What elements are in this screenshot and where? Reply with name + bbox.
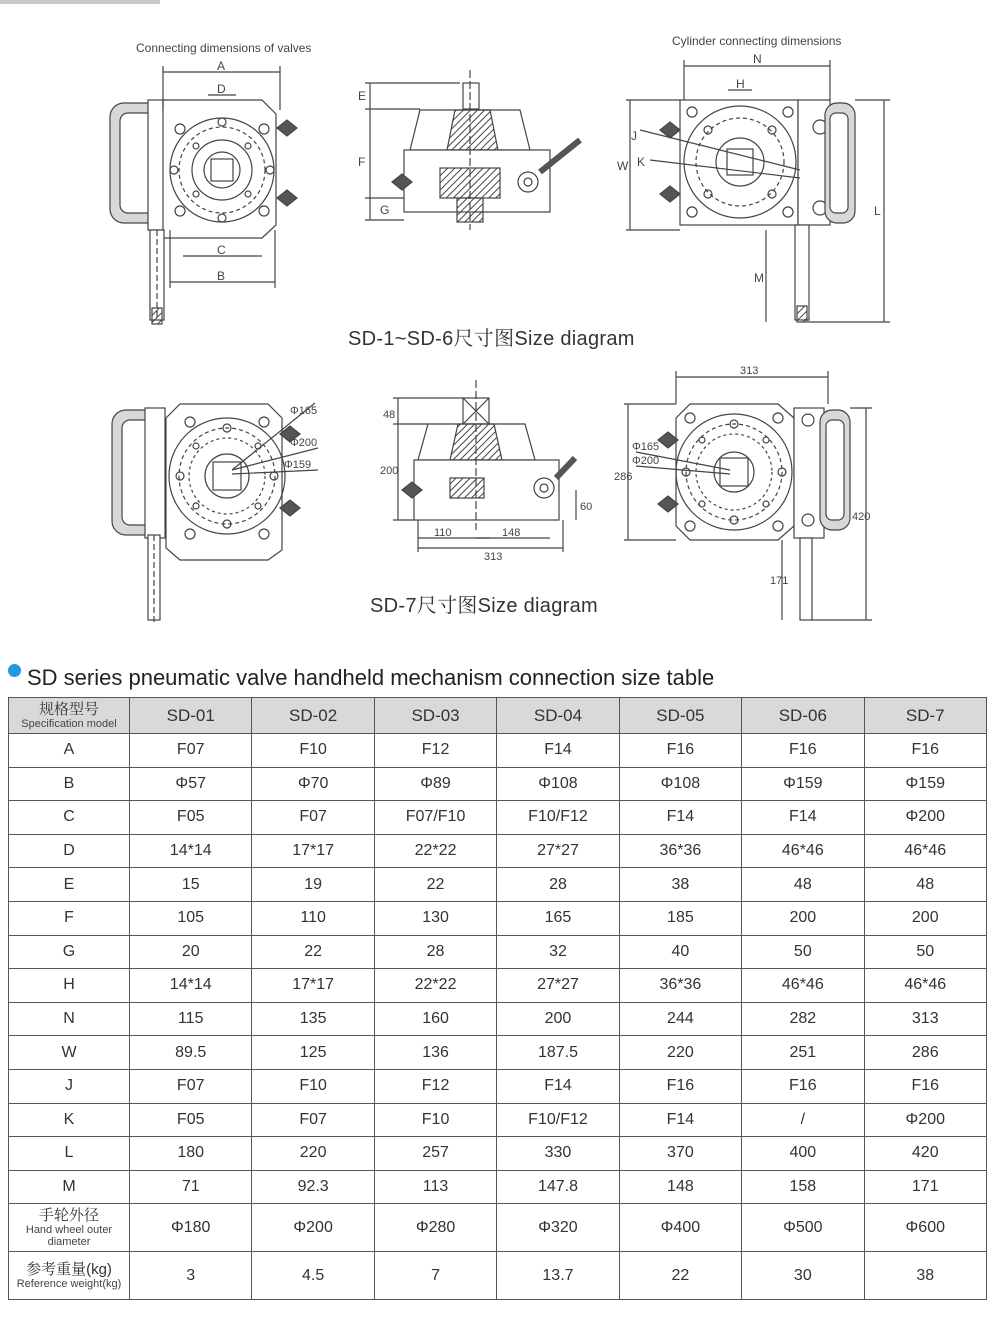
table-cell: F16 xyxy=(864,1069,986,1103)
table-cell: F16 xyxy=(864,734,986,768)
table-cell: Φ108 xyxy=(619,767,741,801)
dim-label-b: B xyxy=(217,269,226,283)
table-cell: 110 xyxy=(252,901,374,935)
table-cell: 22 xyxy=(374,868,496,902)
table-cell: 22*22 xyxy=(374,834,496,868)
sd7-dim-171: 171 xyxy=(770,575,789,587)
row-label: G xyxy=(9,935,130,969)
table-cell: 15 xyxy=(130,868,252,902)
table-cell: 400 xyxy=(742,1137,864,1171)
table-row xyxy=(9,767,987,801)
row-label: D xyxy=(9,834,130,868)
table-cell: 48 xyxy=(864,868,986,902)
table-cell: 14*14 xyxy=(130,834,252,868)
sd7-side-view xyxy=(393,380,576,552)
sd7-dim-200: 200 xyxy=(380,465,399,477)
table-cell: 27*27 xyxy=(497,969,619,1003)
table-cell: 50 xyxy=(864,935,986,969)
table-cell: F07 xyxy=(252,1103,374,1137)
sd7-dim-phi200-b: Φ200 xyxy=(632,455,660,467)
row-label: F xyxy=(9,901,130,935)
table-cell: F14 xyxy=(497,734,619,768)
table-cell: 38 xyxy=(619,868,741,902)
table-cell: 46*46 xyxy=(864,969,986,1003)
section-title xyxy=(8,664,714,691)
technical-drawings xyxy=(0,0,1000,640)
table-row xyxy=(9,935,987,969)
table-row-handwheel xyxy=(9,1204,987,1252)
row-label: J xyxy=(9,1069,130,1103)
table-cell: 135 xyxy=(252,1002,374,1036)
table-cell: 7 xyxy=(374,1252,496,1300)
table-cell: 160 xyxy=(374,1002,496,1036)
table-cell: 187.5 xyxy=(497,1036,619,1070)
table-cell: 27*27 xyxy=(497,834,619,868)
weight-label xyxy=(9,1252,130,1300)
table-cell: Φ280 xyxy=(374,1204,496,1252)
table-cell: 30 xyxy=(742,1252,864,1300)
valve-dimensions-label: Connecting dimensions of valves xyxy=(136,41,312,55)
table-cell: F14 xyxy=(742,801,864,835)
sd7-dim-313-top: 313 xyxy=(740,365,759,377)
sd7-dim-48: 48 xyxy=(383,409,396,421)
dim-label-f: F xyxy=(358,155,366,169)
table-cell: / xyxy=(742,1103,864,1137)
table-cell: 17*17 xyxy=(252,834,374,868)
row-label: E xyxy=(9,868,130,902)
table-row xyxy=(9,969,987,1003)
table-cell: 36*36 xyxy=(619,834,741,868)
table-cell: 136 xyxy=(374,1036,496,1070)
table-cell: Φ200 xyxy=(864,1103,986,1137)
table-cell: F05 xyxy=(130,801,252,835)
table-cell: 40 xyxy=(619,935,741,969)
header-model: SD-06 xyxy=(742,698,864,734)
table-cell: 257 xyxy=(374,1137,496,1171)
table-cell: Φ500 xyxy=(742,1204,864,1252)
sd7-dim-110: 110 xyxy=(434,527,452,539)
table-row xyxy=(9,734,987,768)
table-cell: 46*46 xyxy=(742,834,864,868)
table-cell: 92.3 xyxy=(252,1170,374,1204)
cylinder-dimensions-label: Cylinder connecting dimensions xyxy=(672,34,842,48)
table-cell: F07 xyxy=(252,801,374,835)
table-row xyxy=(9,868,987,902)
header-model: SD-03 xyxy=(374,698,496,734)
table-cell: F07/F10 xyxy=(374,801,496,835)
header-model: SD-04 xyxy=(497,698,619,734)
dim-label-n: N xyxy=(753,52,762,66)
table-cell: 282 xyxy=(742,1002,864,1036)
table-cell: Φ400 xyxy=(619,1204,741,1252)
table-cell: 200 xyxy=(742,901,864,935)
table-cell: 48 xyxy=(742,868,864,902)
bullet-dot-icon xyxy=(8,664,21,677)
table-cell: 185 xyxy=(619,901,741,935)
table-cell: 14*14 xyxy=(130,969,252,1003)
table-cell: 370 xyxy=(619,1137,741,1171)
table-cell: Φ200 xyxy=(864,801,986,835)
table-cell: 36*36 xyxy=(619,969,741,1003)
table-cell: 46*46 xyxy=(742,969,864,1003)
sd16-valve-view xyxy=(110,66,297,324)
table-cell: 38 xyxy=(864,1252,986,1300)
table-cell: F07 xyxy=(130,1069,252,1103)
table-cell: F07 xyxy=(130,734,252,768)
table-cell: F10 xyxy=(374,1103,496,1137)
table-cell: Φ180 xyxy=(130,1204,252,1252)
table-cell: 19 xyxy=(252,868,374,902)
sd7-dim-phi159: Φ159 xyxy=(284,459,312,471)
sd7-dim-286: 286 xyxy=(614,471,633,483)
dim-label-l: L xyxy=(874,204,881,218)
table-cell: 89.5 xyxy=(130,1036,252,1070)
dim-label-a: A xyxy=(217,59,226,73)
dim-label-e: E xyxy=(358,89,367,103)
row-label: C xyxy=(9,801,130,835)
table-cell: F14 xyxy=(619,1103,741,1137)
table-cell: 20 xyxy=(130,935,252,969)
sd7-dim-phi165-b: Φ165 xyxy=(632,441,660,453)
header-label-cn: 规格型号 xyxy=(38,700,99,718)
table-cell: 148 xyxy=(619,1170,741,1204)
header-model: SD-01 xyxy=(130,698,252,734)
section-title-text: SD series pneumatic valve handheld mechanism connection size table xyxy=(27,665,715,690)
dim-label-m: M xyxy=(754,271,764,285)
table-cell: 28 xyxy=(497,868,619,902)
table-header-row xyxy=(9,698,987,734)
table-cell: 22 xyxy=(252,935,374,969)
table-cell: F14 xyxy=(497,1069,619,1103)
table-cell: F14 xyxy=(619,801,741,835)
table-cell: 46*46 xyxy=(864,834,986,868)
table-cell: F10/F12 xyxy=(497,801,619,835)
weight-label-cn: 参考重量(kg) xyxy=(26,1260,112,1278)
sd7-dim-420: 420 xyxy=(852,511,871,523)
table-cell: 220 xyxy=(619,1036,741,1070)
row-label: H xyxy=(9,969,130,1003)
table-cell: F16 xyxy=(742,1069,864,1103)
dim-label-j: J xyxy=(631,129,637,143)
sd16-side-view xyxy=(365,70,580,230)
table-cell: 147.8 xyxy=(497,1170,619,1204)
table-cell: 200 xyxy=(864,901,986,935)
table-cell: F10/F12 xyxy=(497,1103,619,1137)
table-cell: 115 xyxy=(130,1002,252,1036)
table-cell: 3 xyxy=(130,1252,252,1300)
table-cell: 4.5 xyxy=(252,1252,374,1300)
table-row xyxy=(9,801,987,835)
table-cell: Φ108 xyxy=(497,767,619,801)
table-cell: Φ70 xyxy=(252,767,374,801)
table-cell: 251 xyxy=(742,1036,864,1070)
table-cell: 130 xyxy=(374,901,496,935)
sd7-cylinder-view xyxy=(624,371,872,620)
sd7-dim-148: 148 xyxy=(502,527,521,539)
table-cell: 286 xyxy=(864,1036,986,1070)
row-label: L xyxy=(9,1137,130,1171)
handwheel-label-cn: 手轮外径 xyxy=(38,1206,99,1224)
table-row xyxy=(9,901,987,935)
table-cell: 32 xyxy=(497,935,619,969)
table-row xyxy=(9,1069,987,1103)
table-cell: 50 xyxy=(742,935,864,969)
table-cell: Φ159 xyxy=(742,767,864,801)
row-label: B xyxy=(9,767,130,801)
table-cell: 244 xyxy=(619,1002,741,1036)
table-cell: F12 xyxy=(374,1069,496,1103)
table-cell: Φ57 xyxy=(130,767,252,801)
table-row xyxy=(9,834,987,868)
table-cell: 22*22 xyxy=(374,969,496,1003)
table-cell: 220 xyxy=(252,1137,374,1171)
table-cell: 180 xyxy=(130,1137,252,1171)
row-label: K xyxy=(9,1103,130,1137)
table-cell: Φ159 xyxy=(864,767,986,801)
header-spec-model xyxy=(9,698,130,734)
table-cell: 71 xyxy=(130,1170,252,1204)
dim-label-d: D xyxy=(217,82,226,96)
table-cell: 200 xyxy=(497,1002,619,1036)
table-row xyxy=(9,1036,987,1070)
handwheel-label xyxy=(9,1204,130,1252)
dim-label-k: K xyxy=(637,155,646,169)
handwheel-label-en: Hand wheel outer diameter xyxy=(25,1223,113,1248)
table-cell: 13.7 xyxy=(497,1252,619,1300)
size-table xyxy=(8,697,987,1300)
row-label: W xyxy=(9,1036,130,1070)
header-model: SD-05 xyxy=(619,698,741,734)
table-cell: 313 xyxy=(864,1002,986,1036)
table-cell: F16 xyxy=(619,734,741,768)
table-cell: F16 xyxy=(619,1069,741,1103)
header-model: SD-02 xyxy=(252,698,374,734)
table-row xyxy=(9,1170,987,1204)
table-cell: 105 xyxy=(130,901,252,935)
table-cell: 28 xyxy=(374,935,496,969)
table-cell: 125 xyxy=(252,1036,374,1070)
table-cell: 171 xyxy=(864,1170,986,1204)
table-row-weight xyxy=(9,1252,987,1300)
table-row xyxy=(9,1002,987,1036)
table-cell: 330 xyxy=(497,1137,619,1171)
table-row xyxy=(9,1103,987,1137)
caption-sd7: SD-7尺寸图Size diagram xyxy=(370,595,598,617)
header-model: SD-7 xyxy=(864,698,986,734)
sd7-dim-phi165: Φ165 xyxy=(290,405,318,417)
table-cell: 158 xyxy=(742,1170,864,1204)
table-cell: F05 xyxy=(130,1103,252,1137)
row-label: A xyxy=(9,734,130,768)
sd7-dim-phi200: Φ200 xyxy=(290,437,318,449)
table-cell: Φ320 xyxy=(497,1204,619,1252)
weight-label-en: Reference weight(kg) xyxy=(16,1277,122,1290)
sd7-dim-313-bottom: 313 xyxy=(484,551,503,563)
table-cell: F12 xyxy=(374,734,496,768)
dim-label-h: H xyxy=(736,77,745,91)
table-cell: 17*17 xyxy=(252,969,374,1003)
table-cell: 113 xyxy=(374,1170,496,1204)
table-cell: Φ200 xyxy=(252,1204,374,1252)
table-cell: F10 xyxy=(252,1069,374,1103)
table-cell: F16 xyxy=(742,734,864,768)
table-cell: 22 xyxy=(619,1252,741,1300)
table-cell: F10 xyxy=(252,734,374,768)
dim-label-g: G xyxy=(380,203,390,217)
table-cell: Φ89 xyxy=(374,767,496,801)
caption-sd1-6: SD-1~SD-6尺寸图Size diagram xyxy=(348,328,635,350)
table-cell: Φ600 xyxy=(864,1204,986,1252)
dim-label-c: C xyxy=(217,243,226,257)
sd7-valve-view xyxy=(112,403,318,625)
dim-label-w: W xyxy=(617,159,629,173)
table-cell: 165 xyxy=(497,901,619,935)
row-label: N xyxy=(9,1002,130,1036)
sd7-dim-60: 60 xyxy=(580,501,593,513)
table-cell: 420 xyxy=(864,1137,986,1171)
header-label-en: Specification model xyxy=(21,717,117,730)
row-label: M xyxy=(9,1170,130,1204)
table-row xyxy=(9,1137,987,1171)
